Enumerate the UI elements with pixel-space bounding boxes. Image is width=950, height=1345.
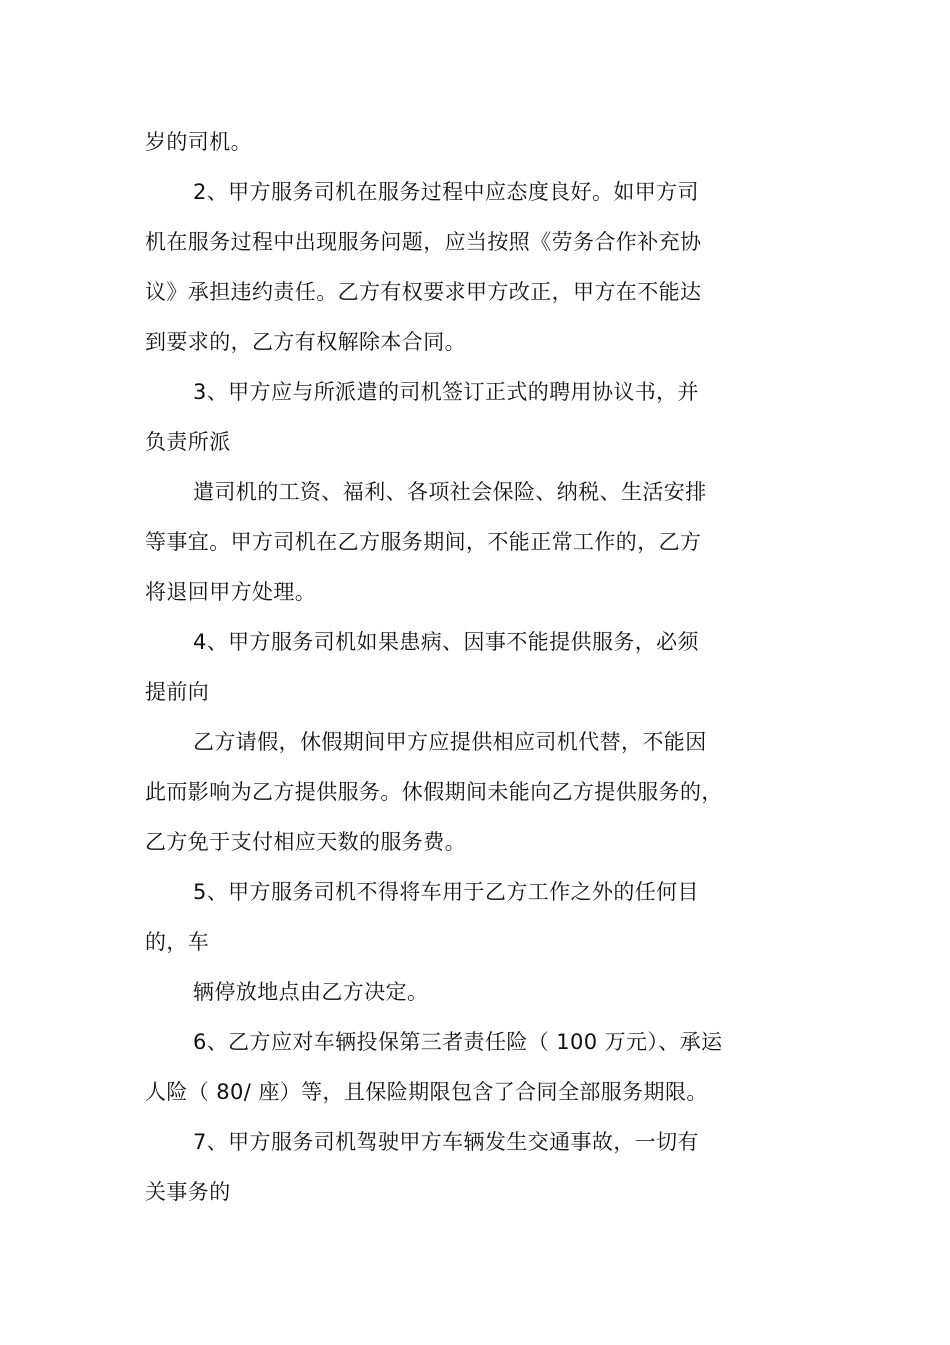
text-line: 等事宜。甲方司机在乙方服务期间，不能正常工作的，乙方 [145, 530, 702, 554]
text-line: 辆停放地点由乙方决定。 [193, 980, 429, 1004]
text-line: 5、甲方服务司机不得将车用于乙方工作之外的任何目 [193, 880, 699, 904]
text-line: 提前向 [145, 680, 210, 704]
text-line: 议》承担违约责任。乙方有权要求甲方改正，甲方在不能达 [145, 280, 702, 304]
text-line: 6、乙方应对车辆投保第三者责任险（ 100 万元）、承运 [193, 1030, 723, 1054]
text-line: 7、甲方服务司机驾驶甲方车辆发生交通事故，一切有 [193, 1130, 699, 1154]
text-line: 的，车 [145, 930, 210, 954]
text-line: 将退回甲方处理。 [145, 580, 317, 604]
text-line: 2、甲方服务司机在服务过程中应态度良好。如甲方司 [193, 180, 699, 204]
text-line: 乙方请假，休假期间甲方应提供相应司机代替，不能因 [193, 730, 707, 754]
text-line: 到要求的，乙方有权解除本合同。 [145, 330, 466, 354]
text-line: 4、甲方服务司机如果患病、因事不能提供服务，必须 [193, 630, 699, 654]
text-line: 人险（ 80/ 座）等，且保险期限包含了合同全部服务期限。 [145, 1080, 708, 1104]
text-line: 岁的司机。 [145, 130, 252, 154]
text-line: 遣司机的工资、福利、各项社会保险、纳税、生活安排 [193, 480, 707, 504]
text-line: 乙方免于支付相应天数的服务费。 [145, 830, 466, 854]
text-line: 此而影响为乙方提供服务。休假期间未能向乙方提供服务的， [145, 780, 723, 804]
text-line: 负责所派 [145, 430, 231, 454]
text-line: 机在服务过程中出现服务问题，应当按照《劳务合作补充协 [145, 230, 702, 254]
text-line: 3、甲方应与所派遣的司机签订正式的聘用协议书，并 [193, 380, 699, 404]
text-line: 关事务的 [145, 1180, 231, 1204]
